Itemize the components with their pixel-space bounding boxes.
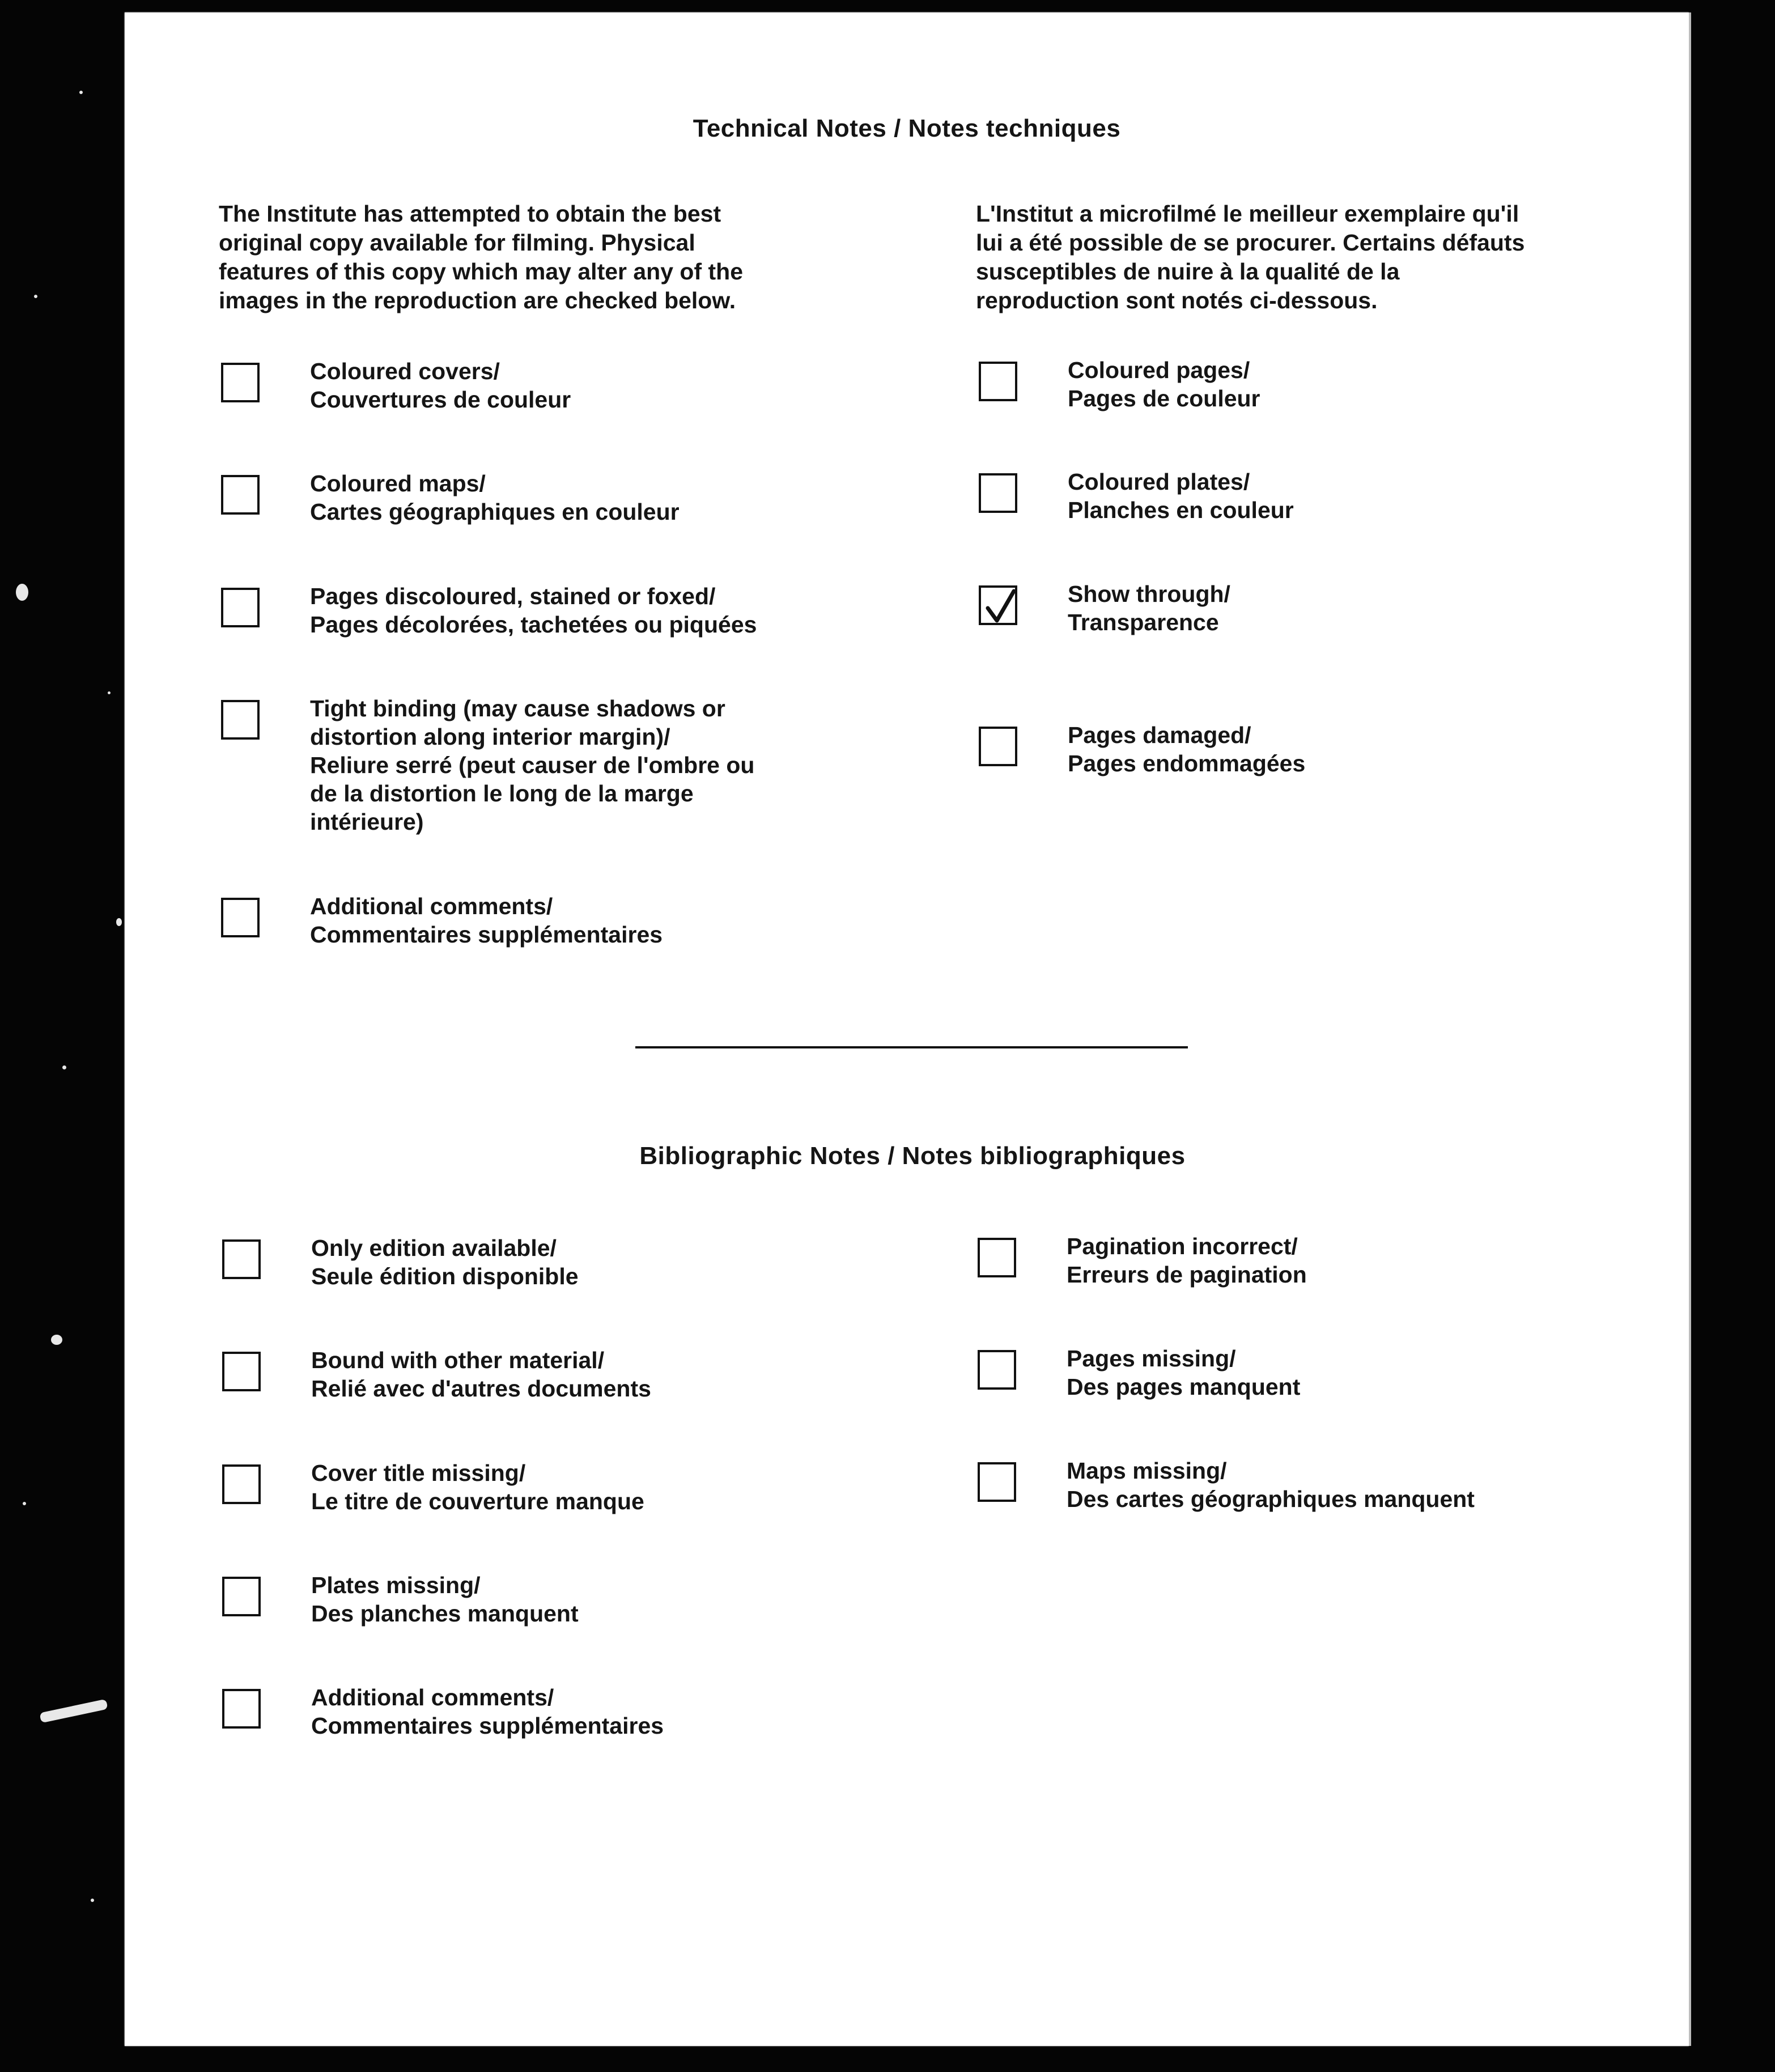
checkbox[interactable] [978, 1350, 1016, 1390]
checkbox[interactable] [221, 363, 260, 402]
item-label: Show through/ Transparence [1068, 581, 1230, 635]
item-label: Coloured covers/ Couvertures de couleur [310, 358, 571, 413]
film-speck [16, 584, 28, 601]
checkbox[interactable] [979, 473, 1017, 513]
intro-english: The Institute has attempted to obtain the best original copy available for filming. Physical features of this copy which may alter any of the images in the reproduction are checked below. [219, 201, 744, 313]
film-speck [23, 1502, 26, 1505]
item-label: Pages damaged/ Pages endommagées [1068, 722, 1306, 776]
item-label: Only edition available/ Seule édition disponible [311, 1235, 579, 1289]
checkbox[interactable] [978, 1462, 1016, 1502]
page-edge [1689, 12, 1691, 2046]
item-label: Plates missing/ Des planches manquent [311, 1572, 579, 1627]
checkbox[interactable] [979, 727, 1017, 766]
checkbox[interactable] [221, 475, 260, 515]
item-label: Coloured maps/ Cartes géographiques en couleur [310, 470, 680, 525]
checkbox[interactable] [222, 1577, 261, 1616]
checkmark-icon [983, 587, 1017, 626]
film-speck [116, 918, 122, 926]
film-speck [51, 1335, 62, 1345]
item-label: Pages discoloured, stained or foxed/ Pages décolorées, tachetées ou piquées [310, 583, 757, 638]
item-label: Additional comments/ Commentaires supplémentaires [310, 893, 663, 948]
document-page [125, 12, 1689, 2046]
item-label: Coloured pages/ Pages de couleur [1068, 357, 1260, 411]
item-label: Maps missing/ Des cartes géographiques manquent [1067, 1458, 1475, 1512]
film-speck [108, 691, 111, 694]
item-label: Pagination incorrect/ Erreurs de pagination [1067, 1233, 1307, 1288]
checkbox[interactable] [221, 588, 260, 627]
film-speck [39, 1699, 108, 1723]
film-speck [79, 91, 83, 94]
checkbox[interactable] [222, 1464, 261, 1504]
checkbox[interactable] [221, 898, 260, 937]
checkbox[interactable] [222, 1239, 261, 1279]
section-divider [635, 1046, 1188, 1048]
item-label: Pages missing/ Des pages manquent [1067, 1345, 1301, 1400]
item-label: Bound with other material/ Relié avec d'autres documents [311, 1347, 651, 1402]
checkbox[interactable] [222, 1352, 261, 1391]
bibliographic-notes-heading: Bibliographic Notes / Notes bibliographiques [639, 1142, 1186, 1170]
checkbox-checked[interactable] [979, 585, 1017, 625]
film-speck [91, 1899, 94, 1902]
item-label: Tight binding (may cause shadows or distortion along interior margin)/ Reliure serré (peut causer de l'ombre ou de la distortion le long de la marge intérieure) [310, 695, 755, 835]
checkbox[interactable] [221, 700, 260, 740]
film-speck [34, 295, 37, 298]
checkbox[interactable] [979, 362, 1017, 401]
item-label: Cover title missing/ Le titre de couverture manque [311, 1460, 644, 1514]
film-speck [62, 1065, 66, 1069]
checkbox[interactable] [222, 1689, 261, 1729]
item-label: Coloured plates/ Planches en couleur [1068, 469, 1294, 523]
item-label: Additional comments/ Commentaires supplémentaires [311, 1684, 664, 1739]
intro-french: L'Institut a microfilmé le meilleur exemplaire qu'il lui a été possible de se procurer. Certains défauts susceptibles de nuire à la qualité de la reproduction sont notés ci-dessous. [976, 201, 1525, 313]
technical-notes-heading: Technical Notes / Notes techniques [693, 114, 1121, 142]
checkbox[interactable] [978, 1238, 1016, 1277]
